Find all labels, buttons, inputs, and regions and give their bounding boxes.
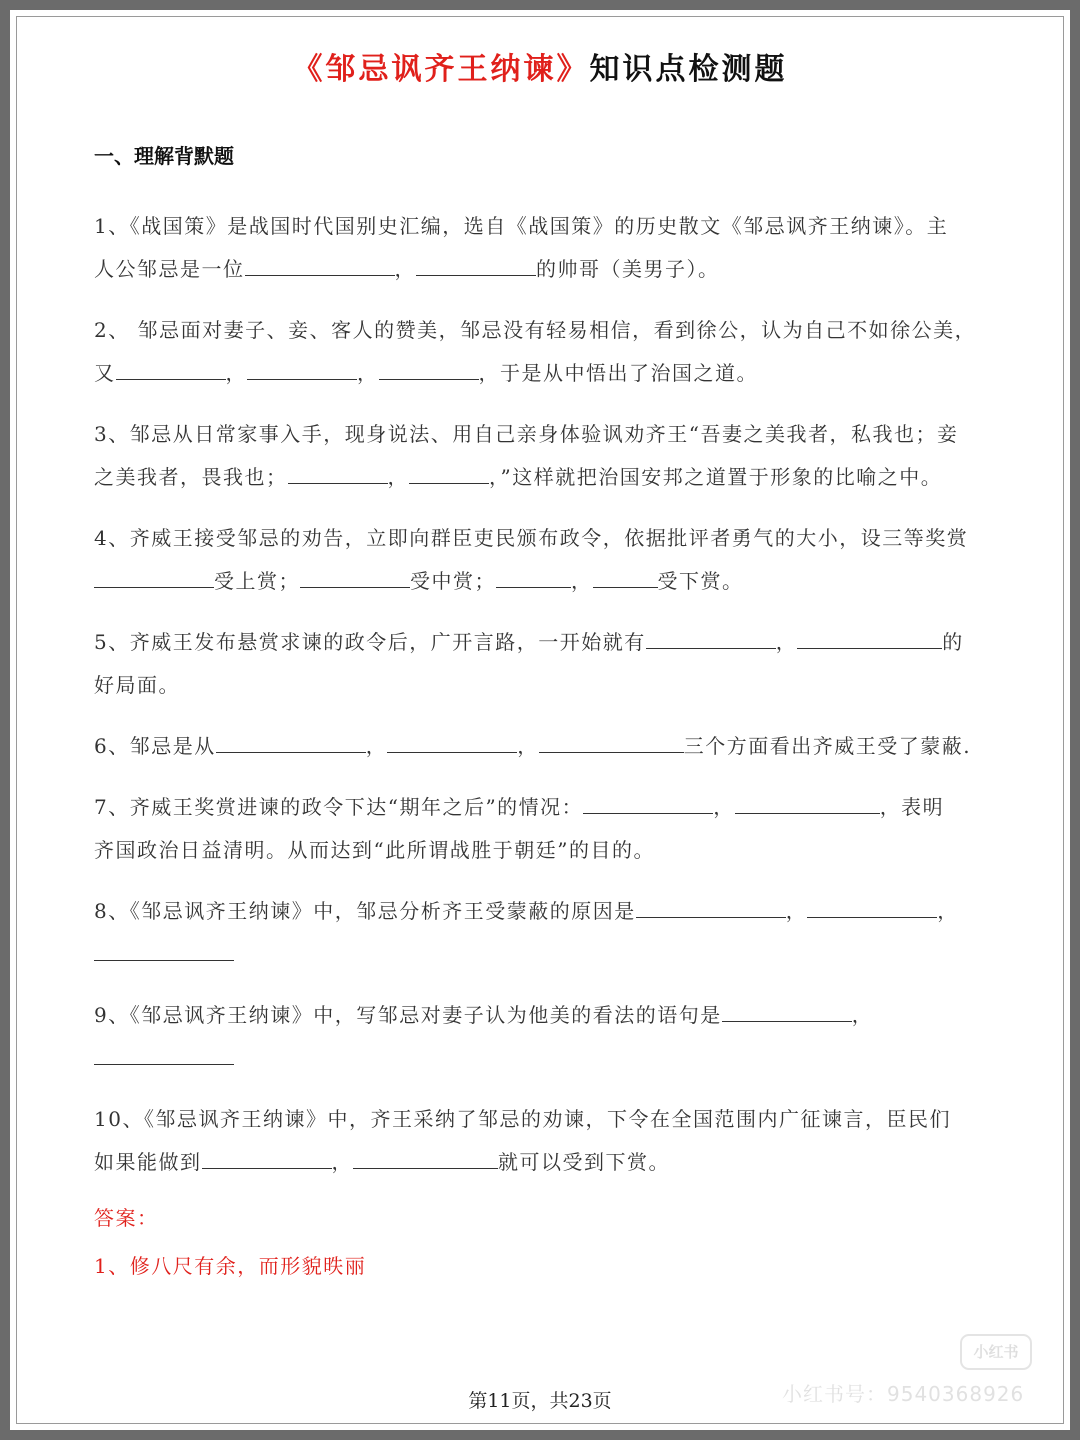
question-text: ， [775,630,798,654]
fill-in-blank [94,934,234,961]
fill-in-blank [807,891,937,918]
fill-in-blank [416,249,536,276]
question-10 [94,1098,994,1184]
fill-in-blank [288,457,388,484]
question-line [94,1037,994,1080]
fill-in-blank [202,1142,332,1169]
question-text: 受下赏。 [657,569,744,593]
question-text: ， [517,734,539,758]
question-text: 人公邹忌是一位 [94,257,245,281]
fill-in-blank [797,622,942,649]
question-5 [94,621,994,707]
question-line [94,205,994,248]
fill-in-blank [245,249,395,276]
fill-in-blank [409,457,489,484]
question-line [94,456,994,499]
question-line [94,309,994,352]
question-text: 又 [94,361,116,385]
question-8 [94,890,994,976]
question-line [94,621,994,664]
question-text: ， [387,465,409,489]
fill-in-blank [539,726,684,753]
fill-in-blank [116,353,226,380]
question-text: ， [365,734,388,758]
question-text: ， [785,899,808,923]
question-line [94,1098,994,1141]
fill-in-blank [722,995,852,1022]
question-text: 的 [942,630,964,654]
question-text: 3、邹忌从日常家事入手，现身说法、用自己亲身体验讽劝齐王“吾妻之美我者，私我也；妾 [94,422,959,446]
question-2 [94,309,994,395]
question-text: ， [937,899,959,923]
question-text: 8、《邹忌讽齐王纳谏》中，邹忌分析齐王受蒙蔽的原因是 [94,899,636,923]
question-text: 之美我者，畏我也； [94,465,288,489]
fill-in-blank [300,561,410,588]
question-text: 受上赏； [214,569,300,593]
question-text: 1、《战国策》是战国时代国别史汇编，选自《战国策》的历史散文《邹忌讽齐王纳谏》。主 [94,214,949,238]
question-text: ， [713,795,735,819]
title-black-part: 知识点检测题 [589,52,788,87]
fill-in-blank [353,1142,498,1169]
question-text: ，于是从中悟出了治国之道。 [478,361,758,385]
question-text: ， [394,257,416,281]
fill-in-blank [94,561,214,588]
title-red-part: 《邹忌讽齐王纳谏》 [292,52,590,87]
question-text: 好局面。 [94,673,180,697]
fill-in-blank [387,726,517,753]
section-heading: 一、理解背默题 [94,144,234,168]
question-4 [94,517,994,603]
question-text: ，”这样就把治国安邦之道置于形象的比喻之中。 [489,465,943,489]
question-text: 的帅哥（美男子）。 [536,257,720,281]
question-text: ， [357,361,379,385]
question-line [94,994,994,1037]
question-7 [94,786,994,872]
question-text: 三个方面看出齐威王受了蒙蔽. [683,734,972,758]
fill-in-blank [216,726,366,753]
question-text: 就可以受到下赏。 [498,1150,670,1174]
question-text: 6、邹忌是从 [94,734,216,758]
question-3 [94,413,994,499]
question-line [94,786,994,829]
question-line [94,890,994,933]
watermark-text: 小红书号：9540368926 [782,1382,1025,1406]
question-text: ， [851,1003,874,1027]
question-text: 5、齐威王发布悬赏求谏的政令后，广开言路，一开始就有 [94,630,646,654]
question-text: ，表明 [879,795,945,819]
fill-in-blank [583,787,713,814]
question-text: ， [331,1150,353,1174]
question-line [94,829,994,872]
fill-in-blank [636,891,786,918]
watermark-logo: 小红书 [960,1334,1032,1370]
question-text: ， [571,569,593,593]
question-text: 10、《邹忌讽齐王纳谏》中，齐王采纳了邹忌的劝谏，下令在全国范围内广征谏言，臣民们 [94,1107,951,1131]
fill-in-blank [94,1038,234,1065]
fill-in-blank [593,561,658,588]
question-text: 4、齐威王接受邹忌的劝告，立即向群臣吏民颁布政令，依据批评者勇气的大小，设三等奖赏 [94,526,969,550]
question-line [94,560,994,603]
question-line [94,352,994,395]
fill-in-blank [379,353,479,380]
question-text: ， [225,361,247,385]
page-title [10,44,1070,88]
question-9 [94,994,994,1080]
question-text: 7、齐威王奖赏进谏的政令下达“期年之后”的情况： [94,795,584,819]
page-number: 第11页，共23页 [468,1390,612,1412]
question-text: 如果能做到 [94,1150,202,1174]
document-page [10,10,1070,1430]
question-text: 齐国政治日益清明。从而达到“此所谓战胜于朝廷”的目的。 [94,838,655,862]
fill-in-blank [496,561,571,588]
fill-in-blank [247,353,357,380]
question-line [94,413,994,456]
question-line [94,248,994,291]
answer-item: 1、修八尺有余，而形貌昳丽 [94,1254,367,1278]
fill-in-blank [646,622,776,649]
answer-heading: 答案： [94,1206,159,1230]
question-line [94,517,994,560]
question-text: 9、《邹忌讽齐王纳谏》中，写邹忌对妻子认为他美的看法的语句是 [94,1003,722,1027]
question-line [94,1141,994,1184]
question-line [94,933,994,976]
fill-in-blank [735,787,880,814]
question-text: 2、 邹忌面对妻子、妾、客人的赞美，邹忌没有轻易相信，看到徐公，认为自己不如徐公美， [94,318,977,342]
question-1 [94,205,994,291]
question-6 [94,725,994,768]
question-line [94,664,994,707]
question-text: 受中赏； [410,569,496,593]
question-line [94,725,994,768]
